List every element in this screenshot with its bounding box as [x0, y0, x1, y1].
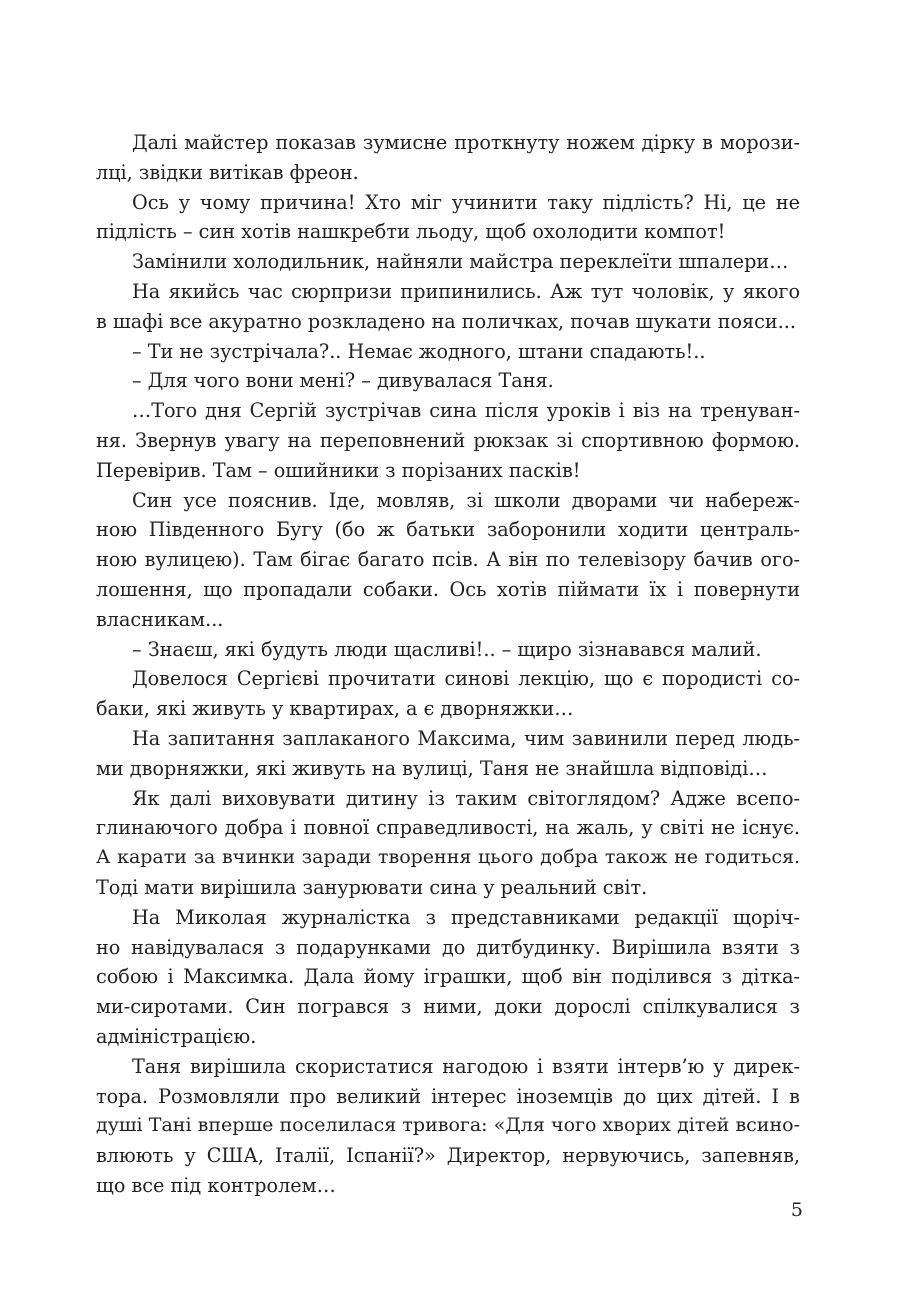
- text-line: – Ти не зустрічала?.. Немає жодного, штани спадають!..: [132, 339, 706, 363]
- text-line: На запитання заплаканого Максима, чим завинили перед людь-: [132, 726, 800, 750]
- text-line: ня. Звернув увагу на переповнений рюкзак зі спортивною формою.: [96, 428, 800, 452]
- text-line: душі Тані вперше поселилася тривога: «Для чого хворих дітей всино-: [96, 1114, 800, 1137]
- text-line: Перевірив. Там – ошийники з порізаних пасків!: [96, 458, 581, 482]
- text-line: ми дворняжки, які живуть на вулиці, Таня не знайшла відповіді…: [96, 756, 768, 780]
- text-line: власникам...: [96, 607, 224, 631]
- text-line: ми-сиротами. Син погрався з ними, доки дорослі спілкувалися з: [96, 995, 800, 1019]
- text-line: Замінили холодильник, найняли майстра переклеїти шпалери…: [132, 250, 789, 274]
- text-line: – Знаєш, які будуть люди щасливі!.. – щиро зізнавався малий.: [132, 637, 762, 661]
- text-line: Довелося Сергієві прочитати синові лекцію, що є породисті со-: [132, 667, 800, 691]
- paragraph: [96, 277, 800, 337]
- paragraph: [96, 903, 800, 1052]
- text-line: Син усе пояснив. Іде, мовляв, зі школи дворами чи набереж-: [132, 488, 800, 512]
- text-line: лошення, що пропадали собаки. Ось хотів піймати їх і повернути: [96, 577, 800, 601]
- page-body: [96, 128, 800, 1201]
- paragraph: [96, 247, 800, 277]
- text-line: А карати за вчинки заради творення цього добра також не годиться.: [96, 846, 800, 869]
- text-line: На якийсь час сюрпризи припинились. Аж тут чоловік, у якого: [132, 279, 800, 303]
- text-line: адміністрацією.: [96, 1024, 257, 1048]
- text-line: но навідувалася з подарунками до дитбудинку. Вирішила взяти з: [96, 935, 800, 959]
- text-line: лці, звідки витікав фреон.: [96, 160, 359, 184]
- text-line: тора. Розмовляли про великий інтерес іноземців до цих дітей. І в: [96, 1084, 800, 1108]
- text-line: Таня вирішила скористатися нагодою і взяти інтерв’ю у дирек-: [132, 1054, 800, 1078]
- text-line: ною Південного Бугу (бо ж батьки заборонили ходити централь-: [96, 518, 800, 542]
- paragraph: [96, 337, 800, 367]
- text-line: Як далі виховувати дитину із таким світоглядом? Адже всепо-: [132, 786, 800, 810]
- text-line: Тоді мати вирішила занурювати сина у реальний світ.: [96, 875, 648, 899]
- page-number: 5: [790, 1199, 803, 1221]
- paragraph: [96, 1052, 800, 1201]
- text-line: Далі майстер показав зумисне проткнуту ножем дірку в морози-: [132, 131, 800, 154]
- text-line: Ось у чому причина! Хто міг учинити таку підлість? Ні, це не: [132, 190, 800, 214]
- paragraph: [96, 724, 800, 784]
- paragraph: [96, 784, 800, 903]
- text-line: баки, які живуть у квартирах, а є дворняжки…: [96, 697, 574, 721]
- text-line: підлість – син хотів нашкребти льоду, щоб охолодити компот!: [96, 220, 726, 244]
- paragraph: [96, 486, 800, 635]
- paragraph: [96, 128, 800, 188]
- text-line: що все під контролем…: [96, 1173, 336, 1197]
- text-line: глинаючого добра і повної справедливості, на жаль, у світі не існує.: [96, 816, 800, 840]
- text-line: На Миколая журналістка з представниками редакції щоріч-: [132, 905, 800, 929]
- text-line: собою і Максимка. Дала йому іграшки, щоб він поділився з дітка-: [96, 965, 800, 989]
- paragraph: [96, 188, 800, 248]
- paragraph: [96, 664, 800, 724]
- paragraph: [96, 635, 800, 665]
- paragraph: [96, 366, 800, 396]
- text-line: ною вулицею). Там бігає багато псів. А він по телевізору бачив ого-: [96, 548, 800, 572]
- text-line: в шафі все акуратно розкладено на поличках, почав шукати пояси...: [96, 309, 796, 333]
- text-line: влюють у США, Італії, Іспанії?» Директор, нервуючись, запевняв,: [96, 1144, 800, 1168]
- text-line: – Для чого вони мені? – дивувалася Таня.: [132, 369, 554, 393]
- text-line: …Того дня Сергій зустрічав сина після уроків і віз на тренуван-: [132, 399, 800, 423]
- paragraph: [96, 396, 800, 485]
